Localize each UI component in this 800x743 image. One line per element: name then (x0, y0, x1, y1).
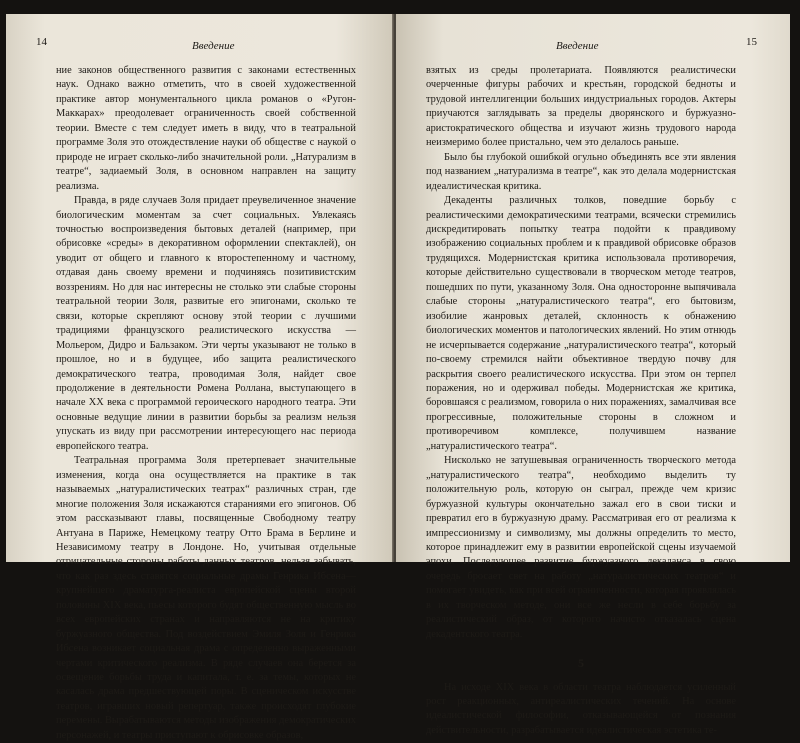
left-page (6, 14, 394, 741)
paragraph: Нисколько не затушевывая ограниченность творческого метода „натуралистического театра“, необходимо выделить ту положительную роль, которую он сыграл, прежде чем кризис буржуазной культуры окончательно зажал его в свои тиски и превратил его в буржуазную драму. Рассматривая его от реализма к импрессионизму и символизму, мы должны определить то место, которое принадлежит ему в развитии европейской сцены изучаемой эпохи. Последующее развитие буржуазного декаданса в свою очередь бросает свет на работу „натуралистических театров“ и помогает увидеть, как при всей ограниченности, которая проявлялась в их творческом методе, они все же несли в себе борьбу за реалистический образ, от которого начисто отказалась сцена декадентского театра. (426, 455, 736, 640)
paragraph: Театральная программа Золя претерпевает значительные изменения, когда она осуществляется на практике в так называемых „натуралистических театрах“ различных стран, где многие положения Золя искажаются стараниями его эпигонов. Об этом рассказывают главы, посвященные Свободному театру Антуана в Париже, Немецкому театру Отто Брама в Берлине и Независимому театру в Лондоне. Но, учитывая отдельные отрицательные стороны работы данных театров, нельзя забывать, что как раз здесь ставятся социальные драмы Генрика Ибсена—крупнейшего драматурга-реалиста европейской сцены второй половины XIX века, пьесы которого будят общественную мысль во всех европейских странах и направляются не на критику буржуазного общества. Под воздействием Эмиля Золя и Генрика Ибсена возникает социальная драма с определенно выраженными чертами критического реализма. В ряде случаев она берется за освещение борьбы труда и капитала, т. е. за темы, которых не касалась драма предшествующей поры. В сценическом искусстве театров, игравших новый репертуар, также происходят глубокие перемены. Вырабатываются методы изображения демократических персонажей, и театры приступают к обрисовке образов, (56, 455, 356, 741)
left-text-column (56, 64, 356, 743)
paragraph: Было бы глубокой ошибкой огульно объединять все эти явления под названием „натурализма в театре“, как это делала модернистская идеалистическая критика. (426, 151, 736, 192)
section-number: 5 (578, 656, 584, 671)
page-number-left: 14 (36, 36, 47, 48)
right-page (396, 14, 790, 736)
running-head-left: Введение (192, 40, 235, 52)
paragraph: Декаденты различных толков, поведшие борьбу с реалистическими демократическими театрами, всячески стремились дискредитировать попытку театра подойти к правдивому изображению социальных проблем и к правдивой обрисовке образов трудящихся. Модернистская критика использовала противоречия, которые действительно существовали в творческом методе театров, пошедших по пути, указанному Золя. Она односторонне выпячивала слабые стороны „натуралистического театра“, его бытовизм, изобилие жанровых деталей, склонность к обнажению биологических моментов и патологических явлений. Но этим отнюдь не исчерпывается содержание „натуралистического театра“, который по-своему стремился найти объективное твердую почву для раскрытия своего реалистического искусства. При этом он терпел поражения, но и одерживал победы. Модернистская же критика, боровшаяся с реализмом, говорила о них поражениях, замалчивая все прогрессивные, положительные стороны в сложном и противоречивом комплексе, получившем название „натуралистического театра“. (426, 195, 736, 452)
paragraph: На исходе XIX века в области театра наблюдается усиленный рост реакционных, антиреалистических течений. На основе идеалистической философии, отказывающейся от познания действительности, разрабатывается идеалистическая эстетика те- (426, 681, 736, 736)
paragraph: ние законов общественного развития с законами естественных наук. Однако важно отметить, что в своей художественной практике автор монументального цикла романов о «Ругон-Маккарах» преодолевает ограниченность своей собственной теории. Вместе с тем следует иметь в виду, что в театральной программе Золя это отождествление науки об обществе с наукой о природе не играет сколько-либо значительной роли. „Натурализм в театре“, задиаемый Золя, в основном направлен на защиту реализма. (56, 65, 356, 192)
paragraph: взятых из среды пролетариата. Появляются реалистически очерченные фигуры рабочих и крестьян, городской бедноты и трудовой интеллигенции больших индустриальных городов. Актеры приучаются заглядывать за пределы дворянского и буржуазно-аристократического общества и изучают жизнь трудового народа неизмеримо более пристально, чем это делалось раньше. (426, 65, 736, 149)
right-text-column (426, 64, 736, 738)
paragraph: Правда, в ряде случаев Золя придает преувеличенное значение биологическим моментам за счет социальных. Увлекаясь точностью воспроизведения бытовых деталей (например, при обрисовке «среды» в декоративном оформлении спектаклей), он уводит от общего и главного к второстепенному и частному, отдавая дань своему времени и подчиняясь позитивистским воззрениям. Но для нас интересны не столько эти слабые стороны театральной теории Золя, развитые его эпигонами, сколько те связи, которые скрепляют основу этой теории с лучшими традициями французского реалистического искусства — Мольером, Дидро и Бальзаком. Эти черты указывают не только в прошлое, но и в будущее, ибо защита реалистического демократического театра, проводимая Золя, найдет свое продолжение в деятельности Ромена Роллана, выступающего в начале XX века с программой героического народного театра. Эти основные ведущие линии в развитии борьбы за реализм нельзя упускать из виду при рассмотрении интересующего нас периода европейского театра. (56, 195, 356, 452)
page-number-right: 15 (746, 36, 757, 48)
running-head-right: Введение (556, 40, 599, 52)
